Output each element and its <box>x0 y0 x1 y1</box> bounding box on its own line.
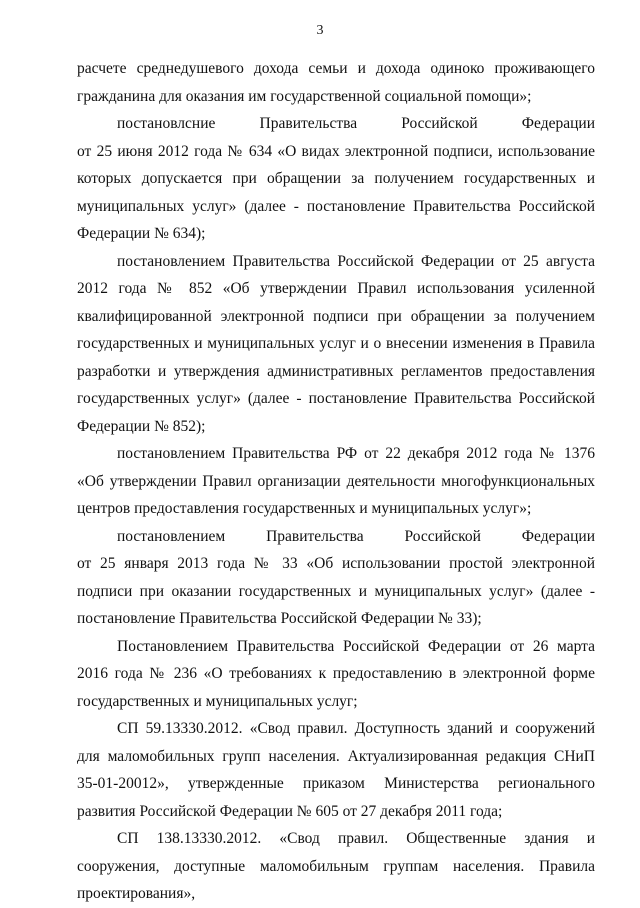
paragraph-decree-33-first-line: постановлением Правительства Российской Федерации <box>117 527 595 545</box>
paragraph-decree-852: постановлением Правительства Российской Федерации от 25 августа 2012 года № 852 «Об утверждении Правил использования усиленной квалифицированной электронной подписи при обращении за получением государственных и муниципальных услуг и о внесении изменения в Правила разработки и утверждения административных регламентов предоставления государственных услуг» (далее - постановление Правительства Российской Федерации № 852); <box>77 252 595 435</box>
document-body <box>77 55 595 908</box>
paragraph-decree-634-first-line: постановлсние Правительства Российской Федерации <box>117 115 595 132</box>
paragraph-sp-138: СП 138.13330.2012. «Свод правил. Общественные здания и сооружения, доступные маломобильным группам населения. Правила проектирования», <box>77 830 595 902</box>
paragraph-decree-33: от 25 января 2013 года № 33 «Об использовании простой электронной подписи при оказании государственных и муниципальных услуг» (далее - постановление Правительства Российской Федерации № 33); <box>77 555 595 627</box>
paragraph-decree-634: от 25 июня 2012 года № 634 «О видах электронной подписи, использование которых допускается при обращении за получением государственных и муниципальных услуг» (далее - постановление Правительства Российской Федерации № 634); <box>77 142 595 242</box>
paragraph-sp-59: СП 59.13330.2012. «Свод правил. Доступность зданий и сооружений для маломобильных групп населения. Актуализированная редакция СНиП 35-01-20012», утвержденные приказом Министерства регионального развития Российской Федерации № 605 от 27 декабря 2011 года; <box>77 720 595 820</box>
page-number: 3 <box>316 23 324 38</box>
paragraph-continuation-end: гражданина для оказания им государственной социальной помощи»; <box>77 87 532 105</box>
paragraph-continuation-line: расчете среднедушевого дохода семьи и дохода одиноко проживающего <box>77 60 595 77</box>
paragraph-decree-236: Постановлением Правительства Российской Федерации от 26 марта 2016 года № 236 «О требованиях к предоставлению в электронной форме государственных и муниципальных услуг; <box>77 637 595 710</box>
paragraph-decree-1376: постановлением Правительства РФ от 22 декабря 2012 года № 1376 «Об утверждении Правил организации деятельности многофункциональных центров предоставления государственных и муниципальных услуг»; <box>77 445 595 517</box>
